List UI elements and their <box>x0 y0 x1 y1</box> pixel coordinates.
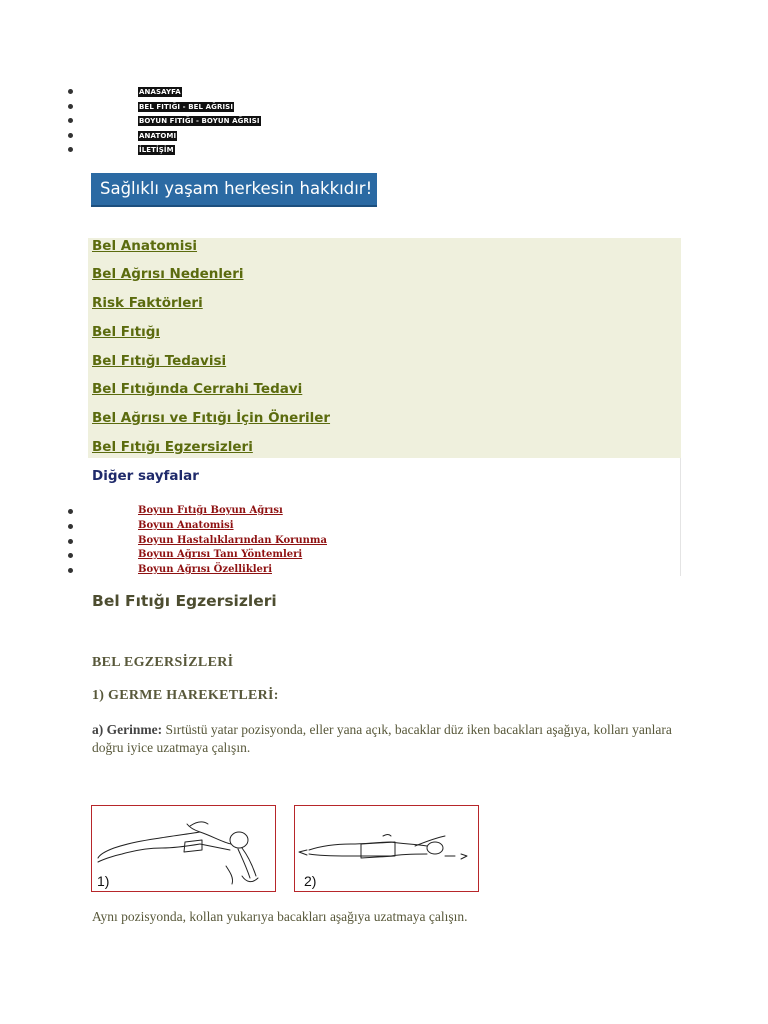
menu-link-bel-agrisi-nedenleri[interactable]: Bel Ağrısı Nedenleri <box>92 266 244 282</box>
menu-link-cerrahi-tedavi[interactable]: Bel Fıtığında Cerrahi Tedavi <box>92 381 303 397</box>
other-link-tani[interactable]: Boyun Ağrısı Tanı Yöntemleri <box>138 549 303 561</box>
exercise-image-1 <box>91 805 276 892</box>
menu-link-bel-anatomisi[interactable]: Bel Anatomisi <box>92 238 198 254</box>
image-number: 2) <box>304 873 317 889</box>
bullet-icon <box>68 539 73 544</box>
nav-link-anatomi[interactable]: ANATOMI <box>139 131 177 140</box>
bullet-icon <box>68 568 73 573</box>
menu-link-risk-faktorleri[interactable]: Risk Faktörleri <box>92 295 203 311</box>
other-link-ozellikler[interactable]: Boyun Ağrısı Özellikleri <box>138 564 272 576</box>
nav-link-anasayfa[interactable]: ANASAYFA <box>139 88 181 96</box>
other-link-boyun-anatomisi[interactable]: Boyun Anatomisi <box>138 519 234 531</box>
section-heading: BEL EGZERSİZLERİ <box>92 655 234 670</box>
bullet-icon <box>68 89 73 94</box>
bullet-icon <box>68 524 73 529</box>
nav-link-iletisim[interactable]: İLETİŞİM <box>139 146 174 154</box>
paragraph <box>92 721 692 757</box>
other-link-boyun-fitigi[interactable]: Boyun Fıtığı Boyun Ağrısı <box>138 505 283 516</box>
bullet-icon <box>68 118 73 123</box>
menu-link-bel-fitigi-tedavisi[interactable]: Bel Fıtığı Tedavisi <box>92 353 227 369</box>
exercise-image-2 <box>294 805 479 892</box>
divider <box>680 458 681 576</box>
menu-link-bel-fitigi[interactable]: Bel Fıtığı <box>92 324 160 340</box>
bullet-icon <box>68 553 73 558</box>
nav-link-bel-fitigi[interactable]: BEL FITIĞI - BEL AĞRISI <box>139 102 234 111</box>
slogan-banner: Sağlıklı yaşam herkesin hakkıdır! <box>91 173 377 207</box>
subheading: 1) GERME HAREKETLERİ: <box>92 688 279 703</box>
bullet-icon <box>68 133 73 138</box>
paragraph-text: Sırtüstü yatar pozisyonda, eller yana açık, bacaklar düz iken bacakları aşağıya, kolları yanlara doğru iyice uzatmaya çalışın. <box>92 722 672 755</box>
menu-link-egzersizler[interactable]: Bel Fıtığı Egzersizleri <box>92 439 253 455</box>
menu-link-oneriler[interactable]: Bel Ağrısı ve Fıtığı İçin Öneriler <box>92 410 331 426</box>
bullet-icon <box>68 104 73 109</box>
bullet-icon <box>68 147 73 152</box>
other-pages-title: Diğer sayfalar <box>92 468 199 484</box>
term-label: a) Gerinme: <box>92 722 163 737</box>
page-title: Bel Fıtığı Egzersizleri <box>92 592 277 610</box>
paragraph: Aynı pozisyonda, kollan yukarıya bacakları aşağıya uzatmaya çalışın. <box>92 909 468 924</box>
bullet-icon <box>68 509 73 514</box>
nav-link-boyun-fitigi[interactable]: BOYUN FITIĞI - BOYUN AĞRISI <box>139 117 260 125</box>
lying-figure-icon <box>295 806 477 890</box>
stretch-figure-icon <box>92 806 274 890</box>
image-number: 1) <box>97 873 110 889</box>
other-link-korunma[interactable]: Boyun Hastalıklarından Korunma <box>138 534 327 546</box>
